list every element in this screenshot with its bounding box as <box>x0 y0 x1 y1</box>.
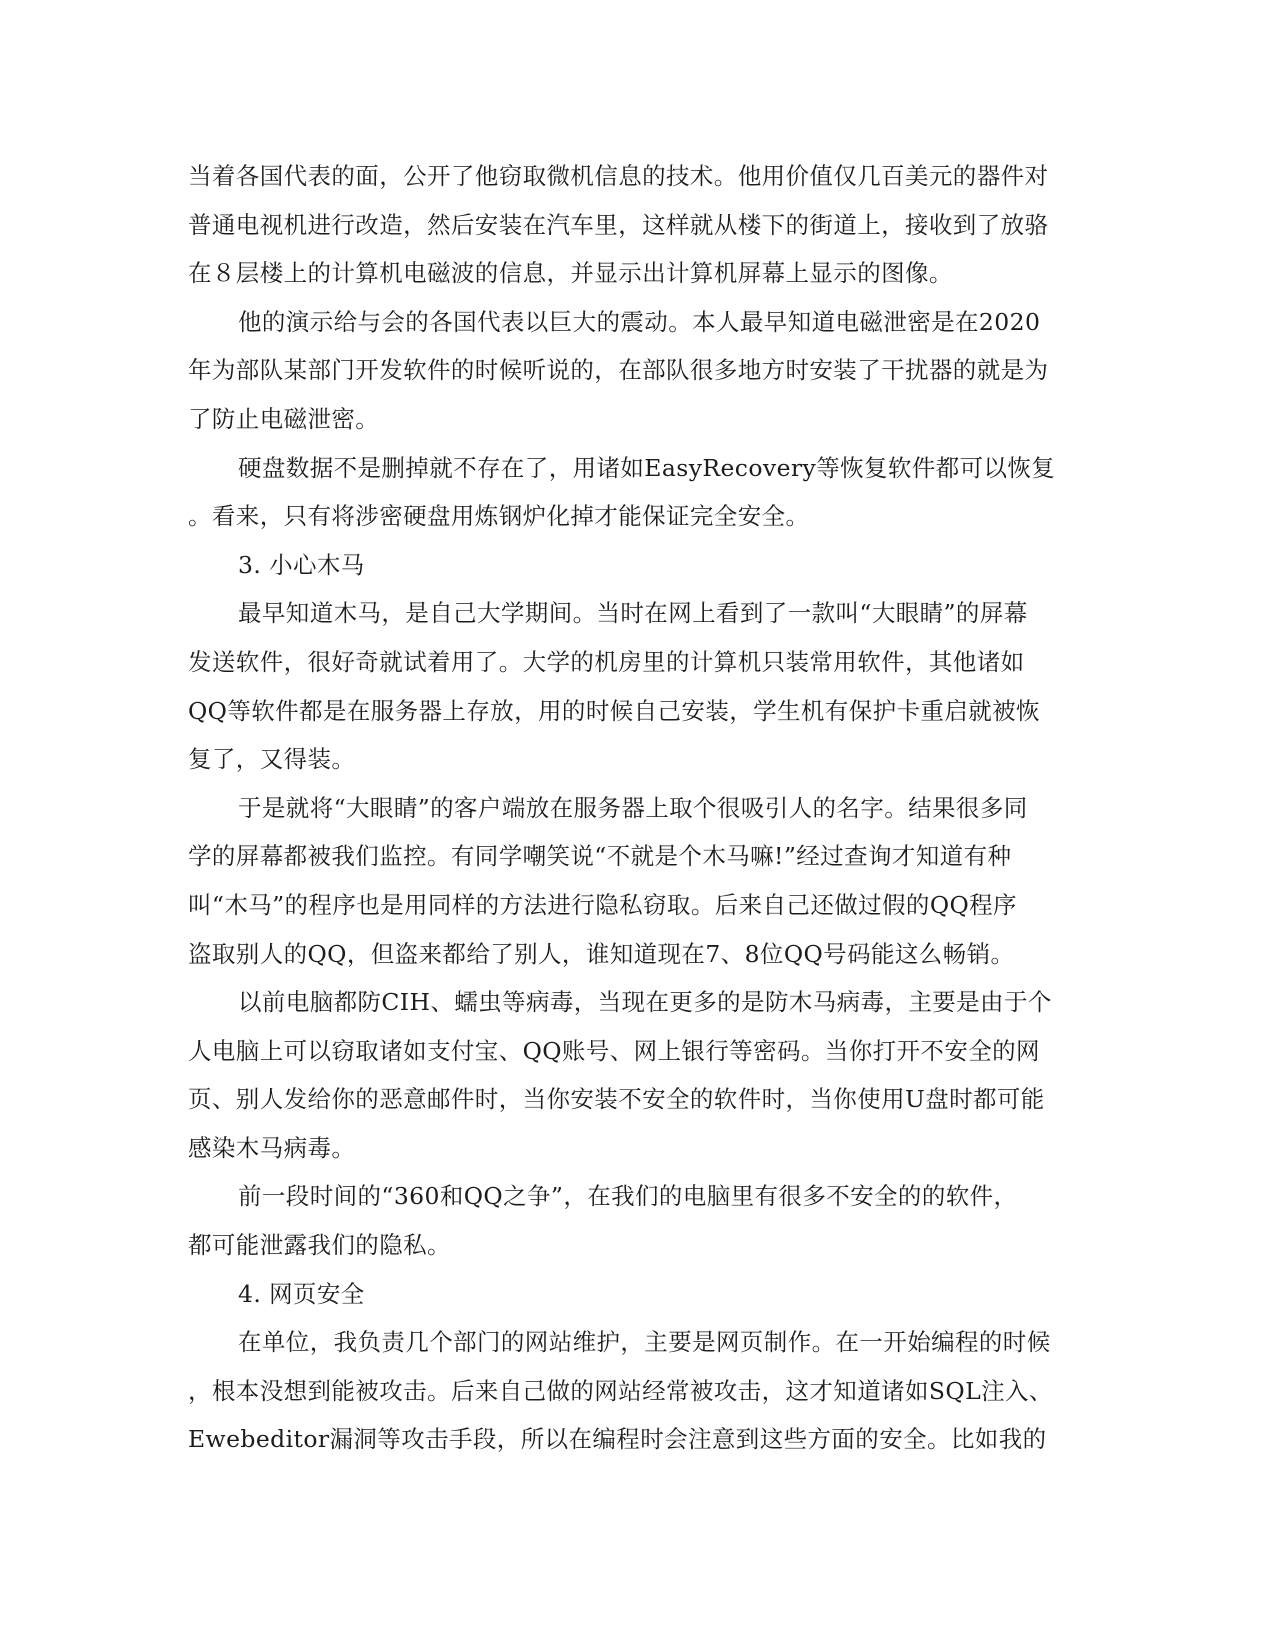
text-line: 当着各国代表的面，公开了他窃取微机信息的技术。他用价值仅几百美元的器件对 <box>188 162 1049 190</box>
text-line: 于是就将“大眼睛”的客户端放在服务器上取个很吸引人的名字。结果很多同 <box>238 793 1028 822</box>
text-line: ，根本没想到能被攻击。后来自己做的网站经常被攻击，这才知道诸如SQL注入、 <box>188 1376 1053 1405</box>
text-line: 4. 网页安全 <box>238 1279 365 1308</box>
text-line: 发送软件，很好奇就试着用了。大学的机房里的计算机只装常用软件，其他诸如 <box>188 647 1025 676</box>
text-line: 普通电视机进行改造，然后安装在汽车里，这样就从楼下的街道上，接收到了放骆 <box>188 210 1049 239</box>
text-line: 复了，又得装。 <box>188 745 356 774</box>
body-text <box>188 152 1088 1464</box>
text-line: 年为部队某部门开发软件的时候听说的，在部队很多地方时安装了干扰器的就是为 <box>188 356 1049 385</box>
text-line: 都可能泄露我们的隐私。 <box>188 1231 451 1260</box>
text-line: 在单位，我负责几个部门的网站维护，主要是网页制作。在一开始编程的时候 <box>238 1328 1051 1357</box>
text-line: 以前电脑都防CIH、蠕虫等病毒，当现在更多的是防木马病毒，主要是由于个 <box>238 988 1052 1017</box>
text-line: 盗取别人的QQ，但盗来都给了别人，谁知道现在7、8位QQ号码能这么畅销。 <box>188 939 1015 968</box>
text-line: 硬盘数据不是删掉就不存在了，用诸如EasyRecovery等恢复软件都可以恢复 <box>238 453 1056 482</box>
text-line: 在８层楼上的计算机电磁波的信息，并显示出计算机屏幕上显示的图像。 <box>188 259 953 288</box>
text-line: 。看来，只有将涉密硬盘用炼钢炉化掉才能保证完全安全。 <box>188 502 810 531</box>
text-line: 3. 小心木马 <box>238 550 365 579</box>
text-line: 了防止电磁泄密。 <box>188 404 380 433</box>
text-line: QQ等软件都是在服务器上存放，用的时候自己安装，学生机有保护卡重启就被恢 <box>188 696 1040 725</box>
text-line: Ewebeditor漏洞等攻击手段，所以在编程时会注意到这些方面的安全。比如我的 <box>188 1425 1047 1454</box>
text-line: 叫“木马”的程序也是用同样的方法进行隐私窃取。后来自己还做过假的QQ程序 <box>188 890 1017 919</box>
text-line: 人电脑上可以窃取诸如支付宝、QQ账号、网上银行等密码。当你打开不安全的网 <box>188 1036 1040 1065</box>
text-line: 前一段时间的“360和QQ之争”，在我们的电脑里有很多不安全的的软件， <box>238 1182 1018 1211</box>
text-line: 感染木马病毒。 <box>188 1133 356 1162</box>
text-line: 他的演示给与会的各国代表以巨大的震动。本人最早知道电磁泄密是在2020 <box>238 307 1041 336</box>
text-line: 最早知道木马，是自己大学期间。当时在网上看到了一款叫“大眼睛”的屏幕 <box>238 599 1028 628</box>
text-line: 学的屏幕都被我们监控。有同学嘲笑说“不就是个木马嘛!”经过查询才知道有种 <box>188 842 1012 871</box>
text-line: 页、别人发给你的恶意邮件时，当你安装不安全的软件时，当你使用U盘时都可能 <box>188 1085 1045 1114</box>
